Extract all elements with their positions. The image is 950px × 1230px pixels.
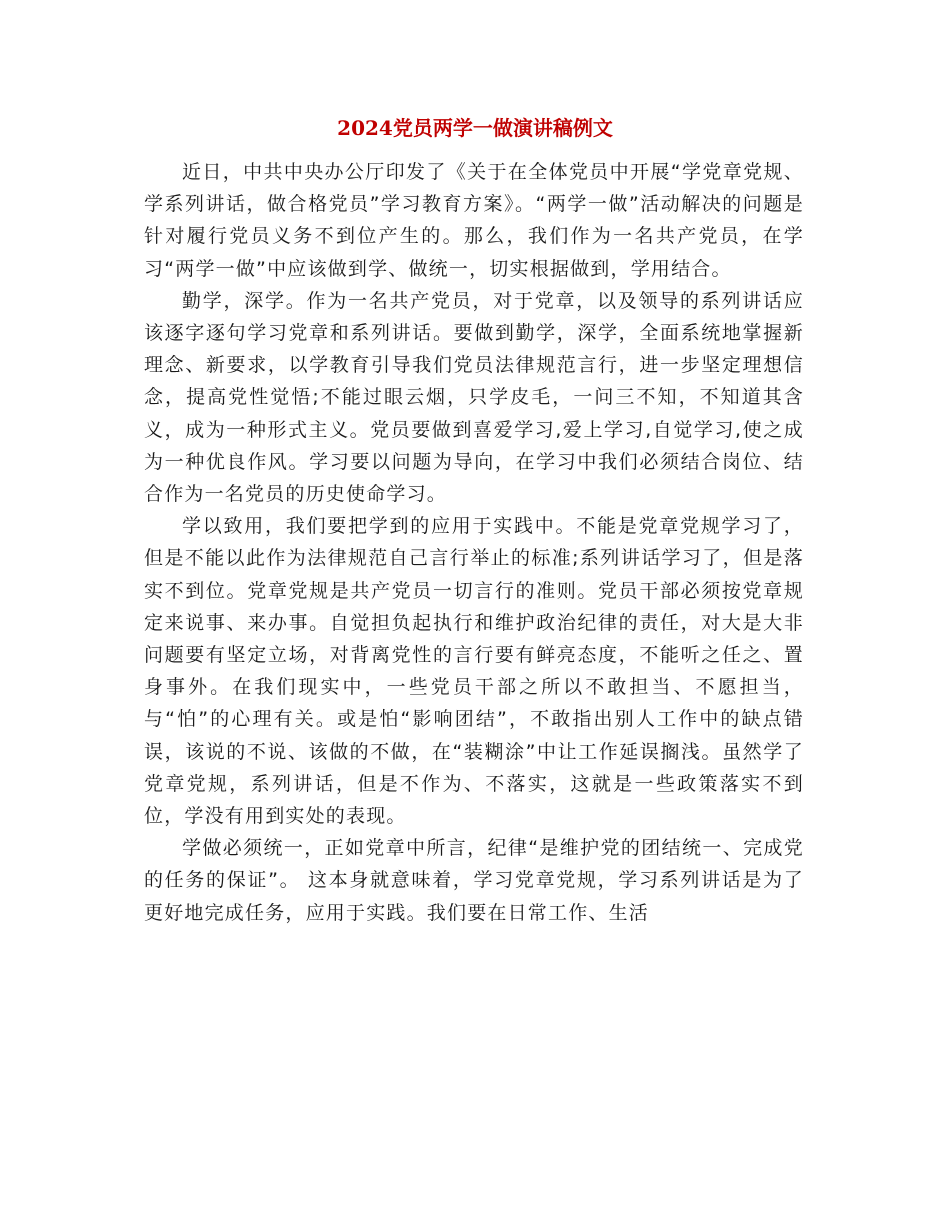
paragraph-3: 学以致用，我们要把学到的应用于实践中。不能是党章党规学习了，但是不能以此作为法律规范自己言行举止的标准;系列讲话学习了，但是落实不到位。党章党规是共产党员一切言行的准则。党员干部必须按党章规定来说事、来办事。自觉担负起执行和维护政治纪律的责任，对大是大非问题要有坚定立场，对背离党性的言行要有鲜亮态度，不能听之任之、置身事外。在我们现实中，一些党员干部之所以不敢担当、不愿担当，与“怕”的心理有关。或是怕“影响团结”，不敢指出别人工作中的缺点错误，该说的不说、该做的不做，在“装糊涂”中让工作延误搁浅。虽然学了党章党规，系列讲话，但是不作为、不落实，这就是一些政策落实不到位，学没有用到实处的表现。: [144, 515, 804, 828]
paragraph-1: 近日，中共中央办公厅印发了《关于在全体党员中开展“学党章党规、学系列讲话，做合格党员”学习教育方案》。“两学一做”活动解决的问题是针对履行党员义务不到位产生的。那么，我们作为一名共产党员，在学习“两学一做”中应该做到学、做统一，切实根据做到，学用结合。: [144, 161, 804, 280]
paragraph-2: 勤学，深学。作为一名共产党员，对于党章，以及领导的系列讲话应该逐字逐句学习党章和系列讲话。要做到勤学，深学，全面系统地掌握新理念、新要求，以学教育引导我们党员法律规范言行，进一步坚定理想信念，提高党性觉悟;不能过眼云烟，只学皮毛，一问三不知，不知道其含义，成为一种形式主义。党员要做到喜爱学习,爱上学习,自觉学习,使之成为一种优良作风。学习要以问题为导向，在学习中我们必须结合岗位、结合作为一名党员的历史使命学习。: [144, 289, 804, 506]
paragraph-4: 学做必须统一，正如党章中所言，纪律“是维护党的团结统一、完成党的任务的保证”。 这本身就意味着，学习党章党规，学习系列讲话是为了更好地完成任务，应用于实践。我们要在日常工作、生活: [144, 837, 804, 924]
document-body: [144, 156, 804, 929]
document-title: 2024党员两学一做演讲稿例文: [337, 116, 613, 140]
